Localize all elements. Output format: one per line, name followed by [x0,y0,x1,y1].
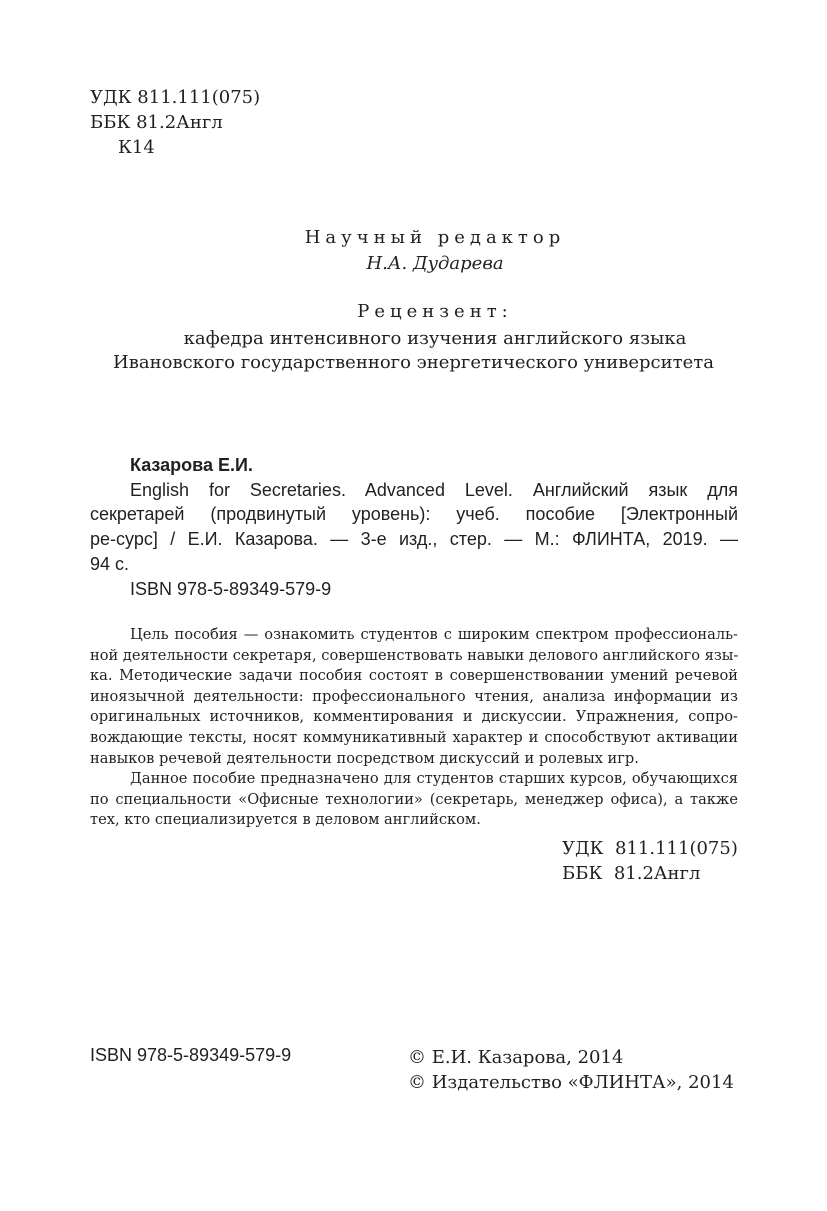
abstract-line: Данное пособие предназначено для студентов старших курсов, обучающихся [130,770,738,788]
footer-isbn: ISBN 978-5-89349-579-9 [90,1045,292,1065]
reviewer-department: кафедра интенсивного изучения английского языка [183,328,687,349]
classification-bottom [562,836,738,886]
scientific-editor-name: Н.А. Дударева [366,253,504,274]
record-isbn: ISBN 978-5-89349-579-9 [130,578,332,599]
reviewer-label: Рецензент: [357,301,513,322]
abstract [90,625,738,831]
copyright-publisher: © Издательство «ФЛИНТА», 2014 [408,1072,734,1093]
udk-code-bottom: УДК 811.111(075) [562,838,738,859]
abstract-line: ка. Методические задачи пособия состоят в совершенствовании умений речевой [90,667,738,685]
record-line: ре-сурс] / Е.И. Казарова. — 3-е изд., стер. — М.: ФЛИНТА, 2019. — [90,529,738,550]
abstract-line: оригинальных источников, комментирования и дискуссии. Упражнения, сопро- [90,708,738,726]
bbk-code-bottom: ББК 81.2Англ [562,863,701,884]
record-line: секретарей (продвинутый уровень): учеб. пособие [Электронный [90,504,738,525]
bibliographic-record [90,453,738,601]
abstract-line: вождающие тексты, носят коммуникативный характер и способствуют активации [90,728,738,746]
author-mark: К14 [118,137,155,158]
abstract-line: иноязычной деятельности: профессионального чтения, анализа информации из [90,687,738,705]
record-line: 94 с. [90,553,130,574]
bbk-code: ББК 81.2Англ [90,112,223,133]
abstract-line: Цель пособия — ознакомить студентов с широким спектром профессиональ- [130,626,738,643]
abstract-line: тех, кто специализируется в деловом английском. [90,811,481,829]
scientific-editor-label: Научный редактор [304,227,566,248]
abstract-line: навыков речевой деятельности посредством дискуссий и ролевых игр. [90,749,639,767]
record-line: English for Secretaries. Advanced Level. Английский язык для [130,479,738,500]
udk-code: УДК 811.111(075) [90,87,261,108]
copyright-author: © Е.И. Казарова, 2014 [408,1047,624,1068]
copyright-block [408,1045,734,1095]
record-author: Казарова Е.И. [130,455,253,475]
abstract-line: по специальности «Офисные технологии» (секретарь, менеджер офиса), а также [90,790,738,808]
abstract-line: ной деятельности секретаря, совершенствовать навыки делового английского язы- [90,646,738,664]
reviewer-university: Ивановского государственного энергетического университета [113,352,714,373]
classification-block [90,85,260,160]
